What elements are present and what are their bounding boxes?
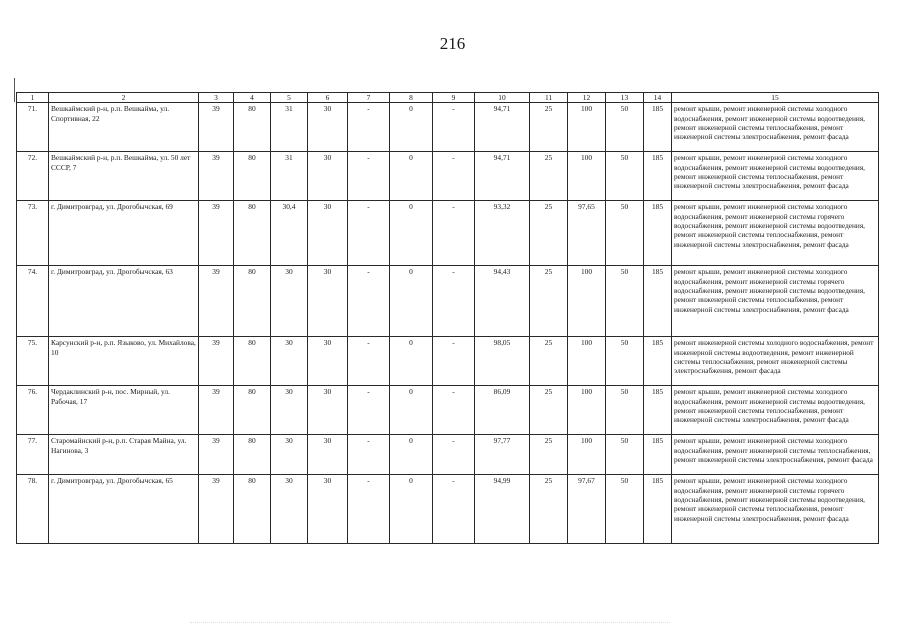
table-row bbox=[17, 435, 879, 475]
value-cell: 50 bbox=[606, 475, 644, 544]
column-header: 6 bbox=[308, 93, 348, 103]
value-cell: 98,05 bbox=[475, 337, 530, 386]
value-cell: 30 bbox=[308, 435, 348, 475]
value-cell: - bbox=[433, 386, 475, 435]
value-cell: 97,65 bbox=[568, 201, 606, 266]
value-cell: 50 bbox=[606, 337, 644, 386]
value-cell: 0 bbox=[390, 201, 433, 266]
value-cell: 0 bbox=[390, 152, 433, 201]
value-cell: 94,71 bbox=[475, 103, 530, 152]
value-cell: 0 bbox=[390, 337, 433, 386]
value-cell: 185 bbox=[644, 201, 672, 266]
address-cell: Вешкаймский р-н, р.п. Вешкайма, ул. 50 лет СССР, 7 bbox=[49, 152, 199, 201]
column-number-row bbox=[17, 93, 879, 103]
address-cell: Карсунский р-н, р.п. Языково, ул. Михайлова, 10 bbox=[49, 337, 199, 386]
value-cell: 30 bbox=[308, 475, 348, 544]
column-header: 9 bbox=[433, 93, 475, 103]
value-cell: - bbox=[348, 435, 390, 475]
value-cell: 100 bbox=[568, 337, 606, 386]
value-cell: 185 bbox=[644, 103, 672, 152]
value-cell: 94,43 bbox=[475, 266, 530, 337]
works-cell: ремонт крыши, ремонт инженерной системы холодного водоснабжения, ремонт инженерной системы горячего водоснабжения, ремонт инженерной системы водоотведения, ремонт инженерной системы теплоснабжения, ремонт инженерной системы электроснабжения, ремонт фасада bbox=[672, 201, 879, 266]
column-header: 5 bbox=[271, 93, 308, 103]
value-cell: 39 bbox=[199, 266, 234, 337]
value-cell: - bbox=[348, 201, 390, 266]
column-header: 8 bbox=[390, 93, 433, 103]
value-cell: 97,67 bbox=[568, 475, 606, 544]
value-cell: 100 bbox=[568, 266, 606, 337]
value-cell: 31 bbox=[271, 103, 308, 152]
column-header: 1 bbox=[17, 93, 49, 103]
value-cell: 50 bbox=[606, 386, 644, 435]
value-cell: - bbox=[348, 103, 390, 152]
works-cell: ремонт крыши, ремонт инженерной системы холодного водоснабжения, ремонт инженерной системы водоотведения, ремонт инженерной системы теплоснабжения, ремонт инженерной системы электроснабжения, ремонт фасада bbox=[672, 386, 879, 435]
value-cell: 50 bbox=[606, 266, 644, 337]
address-cell: Чердаклинский р-н, пос. Мирный, ул. Рабочая, 17 bbox=[49, 386, 199, 435]
value-cell: 25 bbox=[530, 386, 568, 435]
value-cell: 39 bbox=[199, 435, 234, 475]
value-cell: - bbox=[433, 152, 475, 201]
value-cell: 30 bbox=[308, 201, 348, 266]
value-cell: - bbox=[348, 266, 390, 337]
value-cell: 39 bbox=[199, 152, 234, 201]
table-row bbox=[17, 475, 879, 544]
column-header: 2 bbox=[49, 93, 199, 103]
value-cell: 80 bbox=[234, 103, 271, 152]
value-cell: 39 bbox=[199, 103, 234, 152]
row-number: 74. bbox=[17, 266, 49, 337]
value-cell: 100 bbox=[568, 435, 606, 475]
value-cell: 30 bbox=[308, 337, 348, 386]
value-cell: 80 bbox=[234, 386, 271, 435]
value-cell: 185 bbox=[644, 475, 672, 544]
value-cell: 0 bbox=[390, 103, 433, 152]
address-cell: г. Димитровград, ул. Дрогобычская, 63 bbox=[49, 266, 199, 337]
table-row bbox=[17, 386, 879, 435]
value-cell: - bbox=[433, 103, 475, 152]
value-cell: 30,4 bbox=[271, 201, 308, 266]
value-cell: 80 bbox=[234, 435, 271, 475]
value-cell: - bbox=[433, 475, 475, 544]
value-cell: 97,77 bbox=[475, 435, 530, 475]
value-cell: 25 bbox=[530, 435, 568, 475]
value-cell: 185 bbox=[644, 386, 672, 435]
value-cell: 80 bbox=[234, 201, 271, 266]
table-row bbox=[17, 152, 879, 201]
address-cell: г. Димитровград, ул. Дрогобычская, 69 bbox=[49, 201, 199, 266]
address-cell: Старомайнский р-н, р.п. Старая Майна, ул. Нагинова, 3 bbox=[49, 435, 199, 475]
table-row bbox=[17, 103, 879, 152]
value-cell: - bbox=[348, 475, 390, 544]
column-header: 14 bbox=[644, 93, 672, 103]
address-cell: г. Димитровград, ул. Дрогобычская, 65 bbox=[49, 475, 199, 544]
works-cell: ремонт крыши, ремонт инженерной системы холодного водоснабжения, ремонт инженерной системы горячего водоснабжения, ремонт инженерной системы водоотведения, ремонт инженерной системы теплоснабжения, ремонт инженерной системы электроснабжения, ремонт фасада bbox=[672, 475, 879, 544]
row-number: 71. bbox=[17, 103, 49, 152]
value-cell: 80 bbox=[234, 152, 271, 201]
value-cell: 0 bbox=[390, 475, 433, 544]
value-cell: 185 bbox=[644, 152, 672, 201]
table-row bbox=[17, 266, 879, 337]
value-cell: 30 bbox=[308, 386, 348, 435]
column-header: 7 bbox=[348, 93, 390, 103]
value-cell: 185 bbox=[644, 337, 672, 386]
value-cell: 25 bbox=[530, 475, 568, 544]
value-cell: 0 bbox=[390, 435, 433, 475]
row-number: 76. bbox=[17, 386, 49, 435]
value-cell: 30 bbox=[308, 152, 348, 201]
column-header: 12 bbox=[568, 93, 606, 103]
value-cell: 30 bbox=[271, 475, 308, 544]
works-cell: ремонт крыши, ремонт инженерной системы холодного водоснабжения, ремонт инженерной системы горячего водоснабжения, ремонт инженерной системы водоотведения, ремонт инженерной системы теплоснабжения, ремонт инженерной системы электроснабжения, ремонт фасада bbox=[672, 266, 879, 337]
value-cell: - bbox=[433, 435, 475, 475]
value-cell: 100 bbox=[568, 386, 606, 435]
value-cell: - bbox=[348, 386, 390, 435]
page-number: 216 bbox=[439, 34, 466, 53]
value-cell: 31 bbox=[271, 152, 308, 201]
value-cell: 25 bbox=[530, 103, 568, 152]
value-cell: - bbox=[433, 201, 475, 266]
address-cell: Вешкаймский р-н, р.п. Вешкайма, ул. Спортивная, 22 bbox=[49, 103, 199, 152]
value-cell: - bbox=[433, 337, 475, 386]
column-header: 4 bbox=[234, 93, 271, 103]
row-number: 78. bbox=[17, 475, 49, 544]
value-cell: 39 bbox=[199, 337, 234, 386]
value-cell: 185 bbox=[644, 435, 672, 475]
value-cell: 50 bbox=[606, 435, 644, 475]
value-cell: 100 bbox=[568, 103, 606, 152]
value-cell: 0 bbox=[390, 386, 433, 435]
value-cell: 39 bbox=[199, 475, 234, 544]
value-cell: 25 bbox=[530, 152, 568, 201]
value-cell: 25 bbox=[530, 266, 568, 337]
works-cell: ремонт инженерной системы холодного водоснабжения, ремонт инженерной системы водоотведения, ремонт инженерной системы теплоснабжения, ремонт инженерной системы электроснабжения, ремонт фасада bbox=[672, 337, 879, 386]
value-cell: 30 bbox=[308, 103, 348, 152]
row-number: 72. bbox=[17, 152, 49, 201]
column-header: 3 bbox=[199, 93, 234, 103]
scan-artifact bbox=[190, 622, 670, 629]
value-cell: 39 bbox=[199, 201, 234, 266]
column-header: 13 bbox=[606, 93, 644, 103]
column-header: 11 bbox=[530, 93, 568, 103]
column-header: 15 bbox=[672, 93, 879, 103]
table-row bbox=[17, 201, 879, 266]
value-cell: 50 bbox=[606, 201, 644, 266]
value-cell: 30 bbox=[271, 435, 308, 475]
registry-table bbox=[16, 92, 879, 544]
value-cell: 30 bbox=[271, 337, 308, 386]
value-cell: 100 bbox=[568, 152, 606, 201]
value-cell: 30 bbox=[271, 266, 308, 337]
value-cell: 86,09 bbox=[475, 386, 530, 435]
value-cell: 30 bbox=[271, 386, 308, 435]
margin-line bbox=[14, 78, 15, 102]
value-cell: 25 bbox=[530, 201, 568, 266]
value-cell: 25 bbox=[530, 337, 568, 386]
value-cell: - bbox=[348, 337, 390, 386]
value-cell: 93,32 bbox=[475, 201, 530, 266]
value-cell: 185 bbox=[644, 266, 672, 337]
value-cell: 94,99 bbox=[475, 475, 530, 544]
row-number: 75. bbox=[17, 337, 49, 386]
column-header: 10 bbox=[475, 93, 530, 103]
works-cell: ремонт крыши, ремонт инженерной системы холодного водоснабжения, ремонт инженерной системы водоотведения, ремонт инженерной системы теплоснабжения, ремонт инженерной системы электроснабжения, ремонт фасада bbox=[672, 103, 879, 152]
table-row bbox=[17, 337, 879, 386]
value-cell: 50 bbox=[606, 103, 644, 152]
value-cell: 39 bbox=[199, 386, 234, 435]
value-cell: 50 bbox=[606, 152, 644, 201]
row-number: 77. bbox=[17, 435, 49, 475]
value-cell: - bbox=[348, 152, 390, 201]
works-cell: ремонт крыши, ремонт инженерной системы холодного водоснабжения, ремонт инженерной системы водоотведения, ремонт инженерной системы теплоснабжения, ремонт инженерной системы электроснабжения, ремонт фасада bbox=[672, 152, 879, 201]
value-cell: 80 bbox=[234, 475, 271, 544]
value-cell: 0 bbox=[390, 266, 433, 337]
value-cell: - bbox=[433, 266, 475, 337]
row-number: 73. bbox=[17, 201, 49, 266]
works-cell: ремонт крыши, ремонт инженерной системы холодного водоснабжения, ремонт инженерной системы теплоснабжения, ремонт инженерной системы электроснабжения, ремонт фасада bbox=[672, 435, 879, 475]
value-cell: 30 bbox=[308, 266, 348, 337]
value-cell: 80 bbox=[234, 266, 271, 337]
value-cell: 80 bbox=[234, 337, 271, 386]
value-cell: 94,71 bbox=[475, 152, 530, 201]
